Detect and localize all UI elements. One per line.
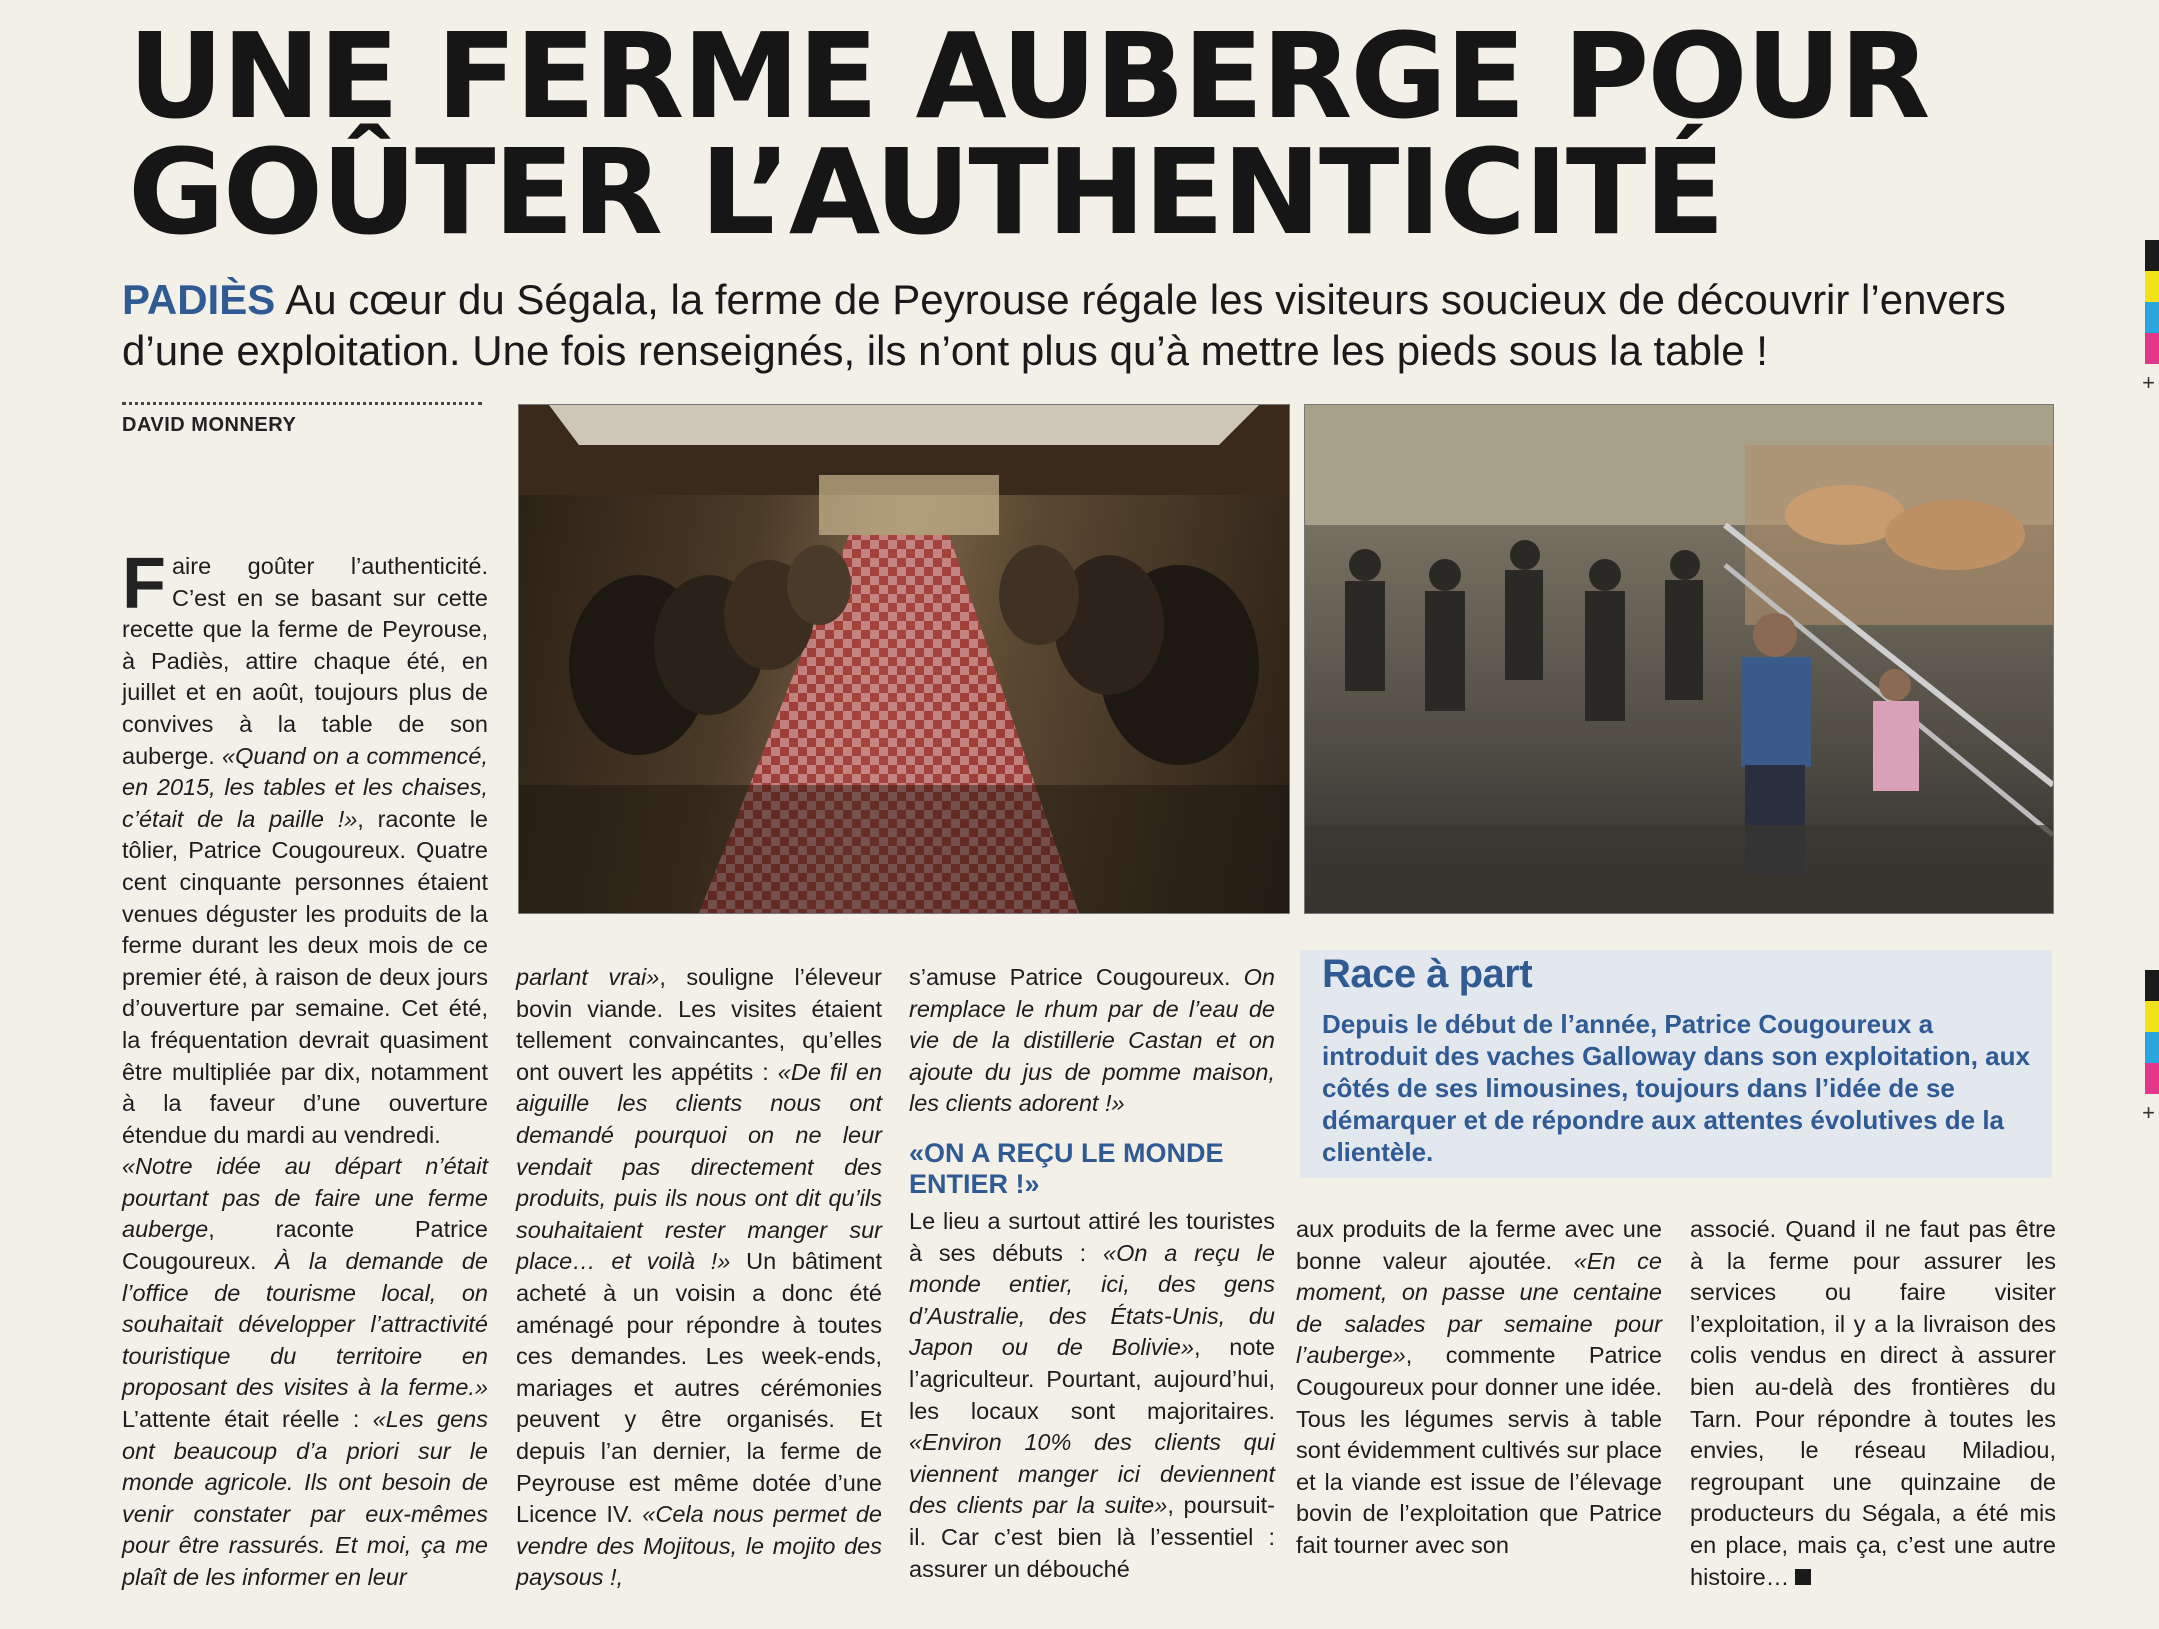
col3-text-1: s’amuse Patrice Cougoureux.	[909, 964, 1244, 990]
photo-barn-visit-image	[1305, 405, 2053, 913]
column-2	[516, 962, 882, 1594]
col2-quote-3: «Cela nous permet de vendre des Mojitous, le mojito des paysous !,	[516, 1501, 882, 1591]
color-registration-strip-top	[2145, 240, 2159, 364]
col1-quote-4: «Les gens ont beaucoup d’a priori sur le monde agricole. Ils ont besoin de venir constater par eux-mêmes pour être rassurés. Et moi, ça me plaît de les informer en leur	[122, 1406, 488, 1590]
column-2-paragraph	[516, 962, 882, 1594]
photo-barn-visit	[1304, 404, 2054, 914]
location-kicker: PADIÈS	[122, 276, 276, 323]
drop-cap: F	[122, 544, 166, 624]
column-1	[122, 544, 489, 1594]
standfirst-text: Au cœur du Ségala, la ferme de Peyrouse régale les visiteurs soucieux de découvrir l’envers d’une exploitation. Une fois renseignés, ils n’ont plus qu’à mettre les pieds sous la table !	[122, 276, 2006, 374]
col1-quote-3: À la demande de l’office de tourisme local, on souhaitait développer l’attractivité touristique du territoire en proposant des visites à la ferme.»	[122, 1248, 489, 1401]
byline: DAVID MONNERY	[122, 414, 297, 436]
col2-quote-1: parlant vrai»	[516, 964, 660, 990]
col3-quote-1: On remplace le rhum par de l’eau de vie de la distillerie Castan et on ajoute du jus de pomme maison, les clients adorent !»	[909, 964, 1275, 1117]
column-3-paragraph-2	[909, 1206, 1275, 1585]
headline-line-1: UNE FERME AUBERGE POUR	[128, 7, 1929, 145]
col2-quote-2: «De fil en aiguille les clients nous ont demandé pourquoi on ne leur vendait pas directement des produits, puis ils nous ont dit qu’ils souhaitaient rester manger sur place… et voilà !»	[516, 1058, 882, 1275]
column-5-paragraph	[1690, 1214, 2056, 1593]
column-5	[1690, 1214, 2056, 1593]
col3-text-3: , note l’agriculteur. Pourtant, aujourd’hui, les locaux sont majoritaires.	[909, 1334, 1275, 1424]
col2-text-2: Un bâtiment acheté à un voisin a donc été aménagé pour répondre à toutes ces demandes. Les week-ends, mariages et autres cérémonies peuvent y être organisés. Et depuis l’an dernier, la ferme de Peyrouse est même dotée d’une Licence IV.	[516, 1248, 883, 1528]
photo-dining-table-image	[519, 405, 1289, 913]
col5-text-1: associé. Quand il ne faut pas être à la ferme pour assurer les services ou faire visiter l’exploitation, il y a la livraison des colis vendus en direct à assurer bien au-delà des frontières du Tarn. Pour répondre à toutes les envies, le réseau Miladiou, regroupant une quinzaine de producteurs du Ségala, a été mis en place, mais ça, c’est une autre histoire…	[1690, 1216, 2056, 1590]
registration-cross-bottom: +	[2142, 1100, 2155, 1125]
headline	[128, 7, 1929, 261]
col4-quote-1: «En ce moment, on passe une centaine de salades par semaine pour l’auberge»	[1296, 1247, 1662, 1369]
column-3	[909, 962, 1275, 1585]
col2-text-1: , souligne l’éleveur bovin viande. Les visites étaient tellement convaincantes, qu’elles ont ouvert les appétits :	[516, 964, 882, 1085]
column-1-paragraph-2	[122, 1151, 488, 1593]
col3-text-4: , poursuit-il. Car c’est bien là l’essentiel : assurer un débouché	[909, 1492, 1275, 1582]
registration-cross-top: +	[2142, 370, 2155, 395]
col1-quote-2: «Notre idée au départ n’était pourtant pas de faire une ferme auberge	[122, 1153, 488, 1243]
col1-text-3: , raconte Patrice Cougoureux.	[122, 1216, 488, 1275]
photo-dining-table	[518, 404, 1290, 914]
standfirst	[122, 274, 2052, 376]
col4-text-2: , commente Patrice Cougoureux pour donner une idée. Tous les légumes servis à table sont évidemment cultivés sur place et la viande est issue de l’élevage bovin de l’exploitation que Patrice fait tourner avec son	[1296, 1342, 1662, 1558]
sidebar-text: Depuis le début de l’année, Patrice Cougoureux a introduit des vaches Galloway dans son exploitation, aux côtés de ses limousines, toujours dans l’idée de se démarquer et de répondre aux attentes évolutives de la clientèle.	[1322, 1009, 2030, 1167]
col1-text-1: aire goûter l’authenticité. C’est en se basant sur cette recette que la ferme de Peyrouse, à Padiès, attire chaque été, en juillet et en août, toujours plus de convives à la table de son auberge.	[122, 553, 488, 769]
column-3-paragraph-1	[909, 962, 1275, 1120]
color-registration-strip-bottom	[2145, 970, 2159, 1094]
column-4-paragraph	[1296, 1214, 1662, 1562]
sidebar-title: Race à part	[1322, 952, 1533, 996]
col4-text-1: aux produits de la ferme avec une bonne valeur ajoutée.	[1296, 1216, 1662, 1274]
end-of-article-mark	[1795, 1569, 1811, 1585]
col3-quote-3: «Environ 10% des clients qui viennent manger ici deviennent des clients par la suite»	[909, 1429, 1275, 1519]
col1-text-2: , raconte le tôlier, Patrice Cougoureux. Quatre cent cinquante personnes étaient venues déguster les produits de la ferme durant les deux mois de ce premier été, à raison de deux jours d’ouverture par semaine. Cet été, la fréquentation devrait quasiment être multipliée par dix, notamment à la faveur d’une ouverture étendue du mardi au vendredi.	[122, 805, 489, 1148]
col1-quote-1: «Quand on a commencé, en 2015, les tables et les chaises, c’était de la paille !»	[122, 742, 488, 832]
column-4	[1296, 1214, 1662, 1562]
col1-text-4: L’attente était réelle :	[122, 1406, 373, 1433]
byline-rule	[122, 402, 482, 405]
section-subhead: «ON A REÇU LE MONDE ENTIER !»	[909, 1137, 1224, 1199]
column-1-paragraph-1	[122, 544, 489, 1151]
headline-line-2: GOÛTER L’AUTHENTICITÉ	[128, 123, 1724, 261]
col3-quote-2: «On a reçu le monde entier, ici, des gens d’Australie, des États-Unis, du Japon ou de Bolivie»	[909, 1239, 1275, 1361]
col3-text-2: Le lieu a surtout attiré les touristes à ses débuts :	[909, 1207, 1275, 1266]
